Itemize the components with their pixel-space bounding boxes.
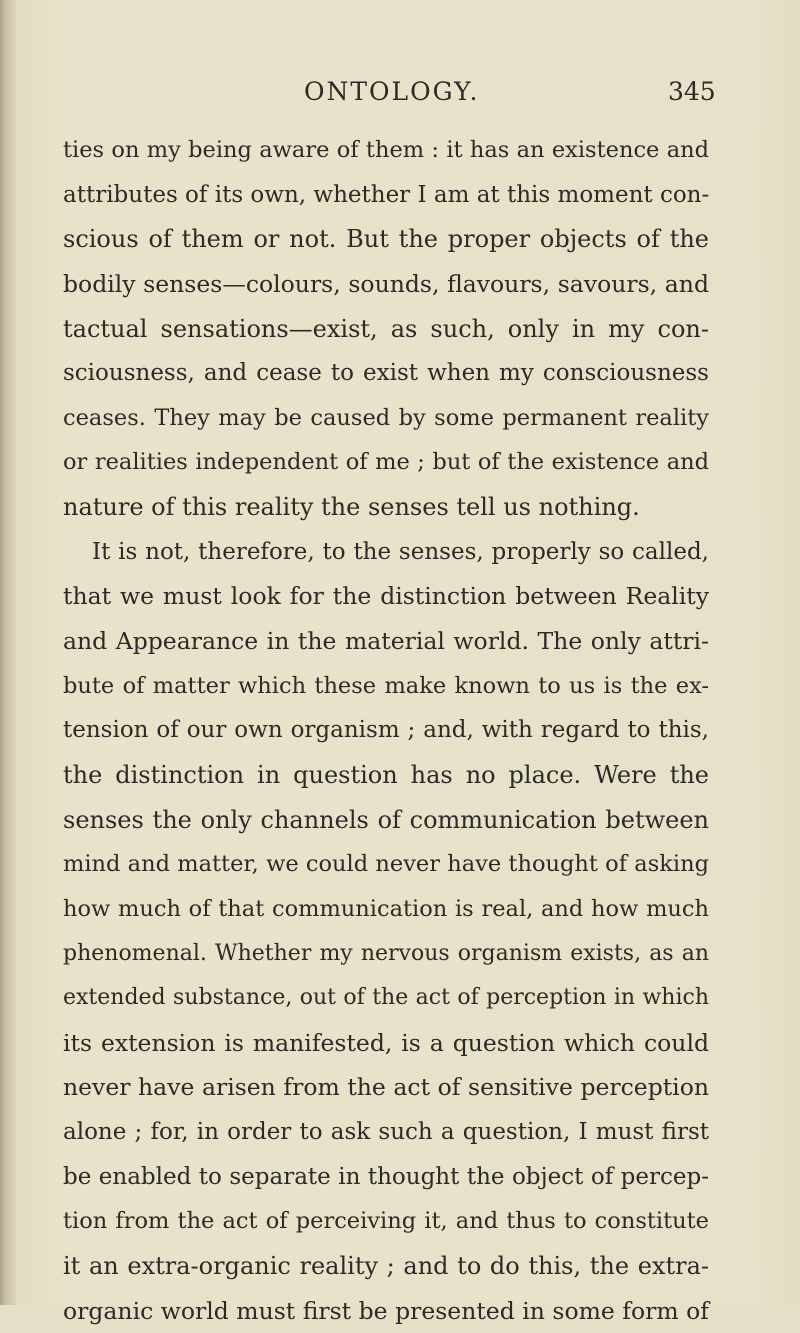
text-line: it an extra-organic reality ; and to do this, the extra-: [63, 1252, 709, 1281]
text-line: tion from the act of perceiving it, and thus to constitute: [63, 1208, 709, 1235]
text-line: scious of them or not. But the proper objects of the: [63, 225, 709, 254]
text-line: tension of our own organism ; and, with regard to this,: [63, 717, 709, 744]
text-line: organic world must first be presented in some form of: [63, 1296, 709, 1325]
text-line: sciousness, and cease to exist when my consciousness: [63, 360, 709, 387]
text-line: or realities independent of me ; but of the existence and: [63, 449, 709, 476]
text-line: bodily senses—colours, sounds, flavours, savours, and: [63, 269, 709, 298]
text-line: ties on my being aware of them : it has an existence and: [63, 137, 709, 163]
text-line: and Appearance in the material world. The only attri-: [63, 627, 709, 656]
text-line: extended substance, out of the act of perception in which: [63, 985, 709, 1011]
text-line: be enabled to separate in thought the object of percep-: [63, 1163, 709, 1190]
text-line: It is not, therefore, to the senses, properly so called,: [92, 538, 709, 565]
text-line: attributes of its own, whether I am at this moment con-: [63, 181, 710, 208]
text-line: how much of that communication is real, and how much: [63, 895, 709, 922]
text-line: alone ; for, in order to ask such a question, I must first: [63, 1119, 709, 1146]
page-gutter-shadow: [0, 0, 16, 1305]
text-line: ceases. They may be caused by some permanent reality: [63, 404, 709, 431]
running-head: [0, 74, 800, 114]
text-line: phenomenal. Whether my nervous organism exists, as an: [63, 940, 709, 966]
text-line: bute of matter which these make known to us is the ex-: [63, 672, 709, 699]
text-line: nature of this reality the senses tell us nothing.: [63, 493, 640, 522]
text-line: that we must look for the distinction between Reality: [63, 582, 709, 611]
text-line: never have arisen from the act of sensitive perception: [63, 1073, 709, 1102]
page-number: 345: [668, 77, 716, 106]
running-head-title: ONTOLOGY.: [304, 77, 480, 106]
text-line: the distinction in question has no place. Were the: [63, 760, 709, 789]
text-line: tactual sensations—exist, as such, only in my con-: [63, 314, 709, 343]
body-text: [63, 128, 709, 1333]
text-line: mind and matter, we could never have thought of asking: [63, 851, 709, 878]
text-line: its extension is manifested, is a question which could: [63, 1028, 709, 1057]
text-line: senses the only channels of communication between: [63, 805, 709, 834]
